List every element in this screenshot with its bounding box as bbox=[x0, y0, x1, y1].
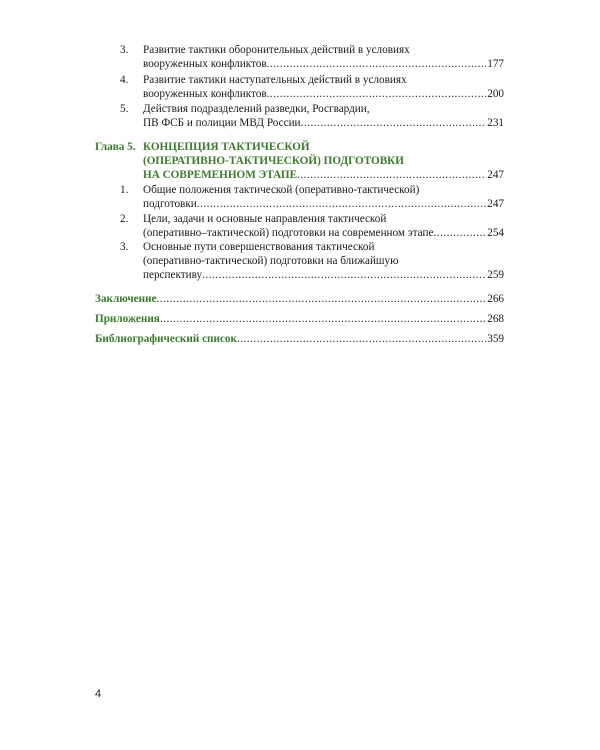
toc-entry-title-last: ПВ ФСБ и полиции МВД России bbox=[143, 117, 301, 129]
toc-entry-row bbox=[143, 116, 504, 130]
toc-entry-title: Библиографический список bbox=[95, 333, 237, 345]
chapter-title: КОНЦЕПЦИЯ ТАКТИЧЕСКОЙ bbox=[143, 141, 310, 153]
dot-leader bbox=[297, 168, 486, 182]
dot-leader bbox=[301, 116, 487, 130]
toc-entry-number: 3. bbox=[120, 241, 129, 253]
toc-entry-page: 259 bbox=[487, 269, 504, 281]
dot-leader bbox=[237, 332, 486, 346]
page-number: 4 bbox=[95, 688, 102, 700]
toc-entry-row bbox=[143, 57, 504, 71]
toc-entry-page: 200 bbox=[487, 88, 504, 100]
toc-entry-title: Приложения bbox=[95, 313, 160, 325]
toc-entry-title: Действия подразделений разведки, Росгвардии, bbox=[143, 103, 370, 115]
toc-entry-title-last: подготовки bbox=[143, 198, 197, 210]
toc-entry-number: 4. bbox=[120, 74, 129, 86]
toc-entry-page: 231 bbox=[487, 117, 504, 129]
toc-entry-title: Заключение bbox=[95, 293, 157, 305]
dot-leader bbox=[267, 57, 487, 71]
toc-entry-row bbox=[143, 226, 504, 240]
toc-entry-page: 266 bbox=[487, 293, 504, 305]
dot-leader bbox=[160, 312, 486, 326]
toc-entry-title: (оперативно-тактической) подготовки на ближайшую bbox=[143, 255, 399, 267]
toc-entry-title: Общие положения тактической (оперативно-тактической) bbox=[143, 184, 420, 196]
toc-entry-title-last: (оперативно–тактической) подготовки на современном этапе bbox=[143, 227, 434, 239]
toc-entry-title: Развитие тактики наступательных действий в условиях bbox=[143, 74, 407, 86]
toc-entry-title: Развитие тактики оборонительных действий в условиях bbox=[143, 44, 410, 56]
toc-entry-page: 254 bbox=[487, 227, 504, 239]
toc-entry-page: 247 bbox=[487, 169, 504, 181]
toc-entry-title-last: вооруженных конфликтов bbox=[143, 58, 267, 70]
dot-leader bbox=[433, 226, 486, 240]
dot-leader bbox=[202, 268, 486, 282]
chapter-title-last: НА СОВРЕМЕННОМ ЭТАПЕ bbox=[143, 169, 298, 181]
toc-entry-title: Цели, задачи и основные направления тактической bbox=[143, 213, 387, 225]
toc-entry-title-last: вооруженных конфликтов bbox=[143, 88, 267, 100]
toc-entry-number: 5. bbox=[120, 103, 129, 115]
toc-entry-title: Основные пути совершенствования тактической bbox=[143, 241, 375, 253]
toc-entry-number: 3. bbox=[120, 44, 129, 56]
dot-leader bbox=[156, 292, 486, 306]
toc-entry-row bbox=[143, 197, 504, 211]
toc-entry-page: 177 bbox=[487, 58, 504, 70]
toc-entry-number: 2. bbox=[120, 213, 129, 225]
toc-entry-bibliography[interactable] bbox=[95, 332, 504, 346]
toc-entry-row bbox=[143, 168, 504, 182]
toc-entry-number: 1. bbox=[120, 184, 129, 196]
toc-entry-appendices[interactable] bbox=[95, 312, 504, 326]
dot-leader bbox=[267, 87, 487, 101]
toc-entry-page: 247 bbox=[487, 198, 504, 210]
chapter-label: Глава 5. bbox=[95, 141, 136, 153]
toc-entry-page: 359 bbox=[487, 333, 504, 345]
dot-leader bbox=[197, 197, 486, 211]
toc-entry-row bbox=[143, 268, 504, 282]
toc-entry-page: 268 bbox=[487, 313, 504, 325]
toc-entry-row bbox=[143, 87, 504, 101]
toc-entry-conclusion[interactable] bbox=[95, 292, 504, 306]
toc-entry-title-last: перспективу bbox=[143, 269, 203, 281]
chapter-title: (ОПЕРАТИВНО-ТАКТИЧЕСКОЙ) ПОДГОТОВКИ bbox=[143, 155, 404, 167]
